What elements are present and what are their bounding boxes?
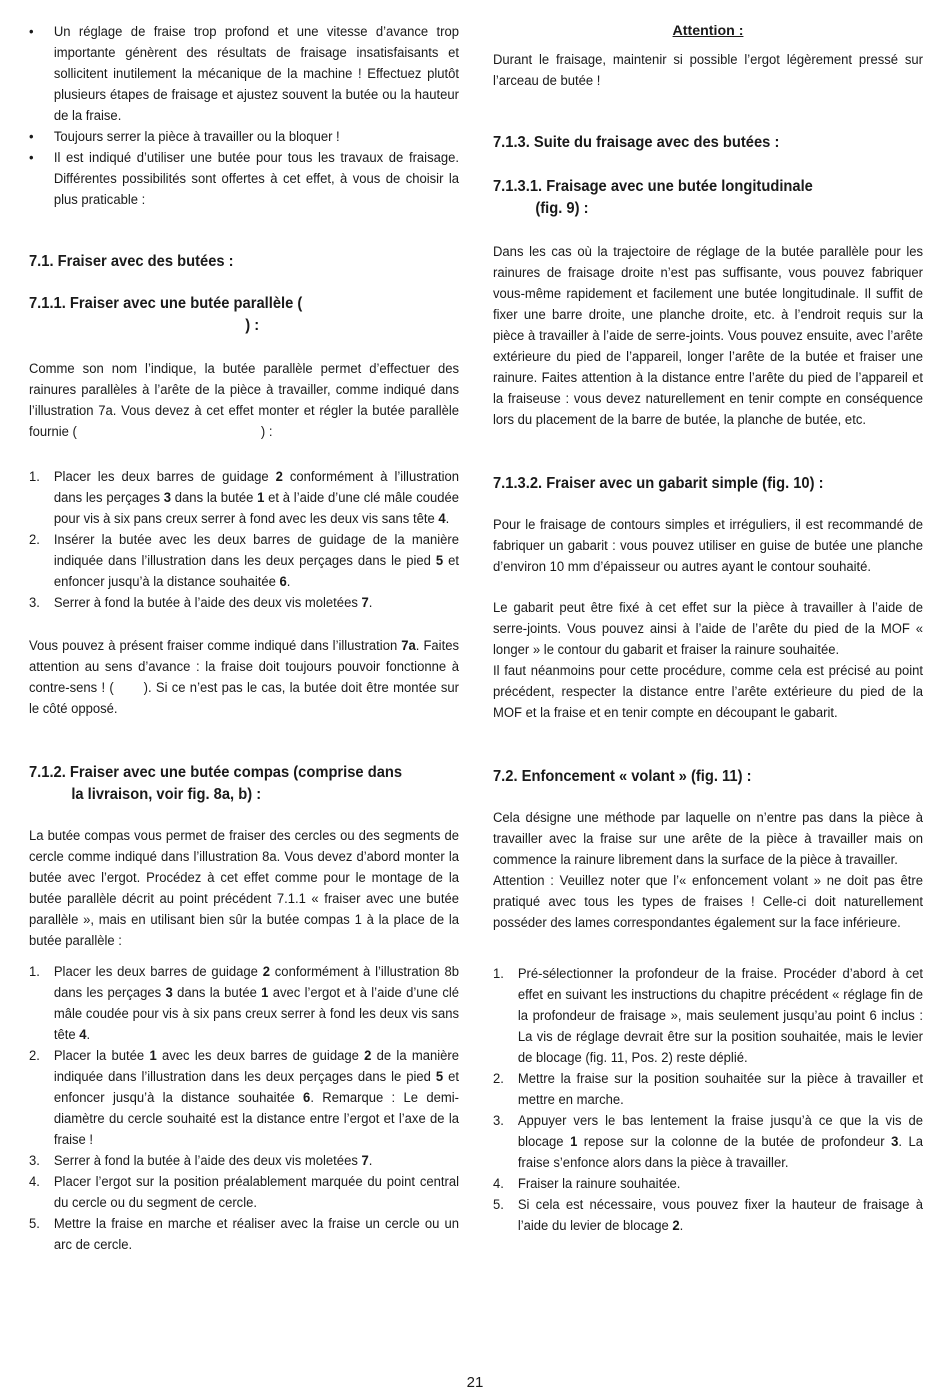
list-item: 3. Appuyer vers le bas lentement la fraise jusqu’à ce que la vis de blocage 1 repose sur la colonne de la butée de profondeur 3. La fraise s’enfonce alors dans la pièce à travailler. — [493, 1113, 924, 1171]
list-item: 4. Fraiser la rainure souhaitée. — [493, 1176, 681, 1192]
heading-7-1-1: 7.1.1. Fraiser avec une butée parallèle ( ) : — [29, 295, 303, 334]
paragraph-7-1-3-2-a: Pour le fraisage de contours simples et irréguliers, il est recommandé de fabriquer un gabarit : vous pouvez utiliser en guise de butée une planche d’environ 10 mm d’épaisseur ou autres ayant le contour souhaité. — [493, 517, 924, 575]
paragraph-7-1-3-1: Dans les cas où la trajectoire de réglage de la butée parallèle pour les rainures de fraisage droite n’est pas suffisante, vous pouvez fabriquer vous-même rapidement et facilement une butée longitudinale. Il suffit de fixer une barre droite, une planche droite, etc. à l’endroit requis sur la pièce à travailler à l’aide de serre-joints. Vous pouvez ensuite, avec l’arête extérieure du pied de l’appareil, longer l’arête de la butée et fraiser une rainure. Faites attention à la distance entre l’arête du pied de l’appareil et la fraiseuse : vous devez naturellement en tenir compte en conséquence lors du placement de la barre de butée, la planche de butée, etc. — [493, 244, 924, 428]
heading-7-1-3-1: 7.1.3.1. Fraisage avec une butée longitudinale (fig. 9) : — [493, 178, 813, 217]
attention-title: Attention : — [672, 23, 744, 39]
heading-7-2: 7.2. Enfoncement « volant » (fig. 11) : — [493, 768, 752, 785]
steps-7-1-1 — [29, 467, 459, 614]
paragraph-7-1-3-2-c: Il faut néanmoins pour cette procédure, comme cela est précisé au point précédent, respecter la distance entre l’arête extérieure du pied de la MOF et la fraise et en tenir compte en découpant le gabarit. — [493, 663, 924, 721]
list-item: 5. Mettre la fraise en marche et réaliser avec la fraise un cercle ou un arc de cercle. — [29, 1216, 460, 1253]
list-item: 1. Placer les deux barres de guidage 2 conformément à l’illustration dans les perçages 3 dans la butée 1 et à l’aide d’une clé mâle coudée pour vis à six pans creux serrer à fond avec les deux vis sans tête 4. — [29, 469, 460, 527]
paragraph-7-1-1: Comme son nom l’indique, la butée parallèle permet d’effectuer des rainures parallèles à l’arête de la pièce à travailler, comme indiqué dans l’illustration 7a. Vous devez à cet effet monter et régler la butée parallèle fournie ( ) : — [29, 361, 460, 440]
list-item: 3. Serrer à fond la butée à l’aide des deux vis moletées 7. — [29, 595, 373, 611]
heading-7-1-2: 7.1.2. Fraiser avec une butée compas (comprise dans la livraison, voir fig. 8a, b) : — [29, 764, 403, 803]
steps-7-1-2 — [29, 962, 459, 1256]
left-column — [29, 22, 459, 1256]
list-item: 1. Pré-sélectionner la profondeur de la fraise. Procéder d’abord à cet effet en suivant les instructions du chapitre précédent « réglage fin de la profondeur de fraisage », mais seulement jusqu’au point 6 inclus : La vis de réglage devrait être sur la position souhaitée, mais le levier de blocage (fig. 11, Pos. 2) reste déplié. — [493, 966, 924, 1066]
paragraph-7-2-b: Attention : Veuillez noter que l’« enfoncement volant » ne doit pas être pratiqué avec tous les types de fraises ! Celle-ci doit naturellement posséder des lames correspondantes également sur la face inférieure. — [493, 873, 924, 931]
list-item: 5. Si cela est nécessaire, vous pouvez fixer la hauteur de fraisage à l’aide du levier de blocage 2. — [493, 1197, 924, 1234]
list-item: • Il est indiqué d’utiliser une butée pour tous les travaux de fraisage. Différentes possibilités sont offertes à cet effet, à vous de choisir la plus praticable : — [29, 150, 460, 208]
bullet-marker: • — [29, 24, 34, 40]
paragraph-7-1-2: La butée compas vous permet de fraiser des cercles ou des segments de cercle comme indiqué dans l’illustration 8a. Vous devez d’abord monter la butée avec l’ergot. Procédez à cet effet comme pour le montage de la butée parallèle décrit au point précédent 7.1.1 « fraiser avec une butée parallèle », mais en utilisant bien sûr la butée compas 1 à la place de la butée parallèle : — [29, 828, 460, 949]
list-item: 1. Placer les deux barres de guidage 2 conformément à l’illustration 8b dans les perçages 3 dans la butée 1 avec l’ergot et à l’aide d’une clé mâle coudée pour vis à six pans creux serrer à fond les deux vis sans tête 4. — [29, 964, 460, 1043]
attention-title-wrap — [493, 22, 923, 40]
list-item: 3. Serrer à fond la butée à l’aide des deux vis moletées 7. — [29, 1153, 373, 1169]
paragraph-7-2-a: Cela désigne une méthode par laquelle on n’entre pas dans la pièce à travailler avec la fraise sur une arête de la pièce à travailler mais on commence la rainure librement dans la surface de la pièce à travailler. — [493, 810, 924, 868]
list-item: • Un réglage de fraise trop profond et une vitesse d’avance trop importante génèrent des résultats de fraisage insatisfaisants et sollicitent inutilement la mécanique de la machine ! Effectuez plutôt plusieurs étapes de fraisage et ajustez souvent la butée ou la hauteur de la fraise. — [29, 24, 460, 124]
heading-7-1-3-2: 7.1.3.2. Fraiser avec un gabarit simple (fig. 10) : — [493, 475, 824, 492]
page-number: 21 — [466, 1374, 484, 1391]
attention-text: Durant le fraisage, maintenir si possible l’ergot légèrement pressé sur l’arceau de butée ! — [493, 52, 924, 89]
list-item: 4. Placer l’ergot sur la position préalablement marquée du point central du cercle ou du segment de cercle. — [29, 1174, 460, 1211]
paragraph-7-1-3-2-b: Le gabarit peut être fixé à cet effet sur la pièce à travailler à l’aide de serre-joints. Vous pouvez ainsi à l’aide de l’arête du pied de la MOF « longer » le contour du gabarit et fraiser la rainure souhaitée. — [493, 600, 924, 658]
right-column — [493, 22, 923, 1237]
heading-7-1-3: 7.1.3. Suite du fraisage avec des butées : — [493, 134, 780, 151]
paragraph-after-steps: Vous pouvez à présent fraiser comme indiqué dans l’illustration 7a. Faites attention au sens d’avance : la fraise doit toujours pouvoir fonctionne à contre-sens ! ( ). Si ce n’est pas le cas, la butée doit être montée sur le côté opposé. — [29, 638, 460, 717]
list-item: 2. Insérer la butée avec les deux barres de guidage de la manière indiquée dans l’illustration dans les deux perçages dans le pied 5 et enfoncer jusqu’à la distance souhaitée 6. — [29, 532, 460, 590]
steps-7-2 — [493, 964, 923, 1237]
list-item: 2. Mettre la fraise sur la position souhaitée sur la pièce à travailler et mettre en marche. — [493, 1071, 924, 1108]
bullet-marker: • — [29, 150, 34, 166]
list-item: • Toujours serrer la pièce à travailler ou la bloquer ! — [29, 127, 459, 148]
list-item: 2. Placer la butée 1 avec les deux barres de guidage 2 de la manière indiquée dans l’illustration dans les deux perçages dans le pied 5 et enfoncer jusqu’à la distance souhaitée 6. Remarque : Le demi-diamètre du cercle souhaité est la distance entre l’ergot et l’axe de la fraise ! — [29, 1048, 460, 1148]
intro-bullet-list — [29, 22, 459, 211]
bullet-marker: • — [29, 129, 34, 145]
heading-7-1: 7.1. Fraiser avec des butées : — [29, 253, 234, 270]
